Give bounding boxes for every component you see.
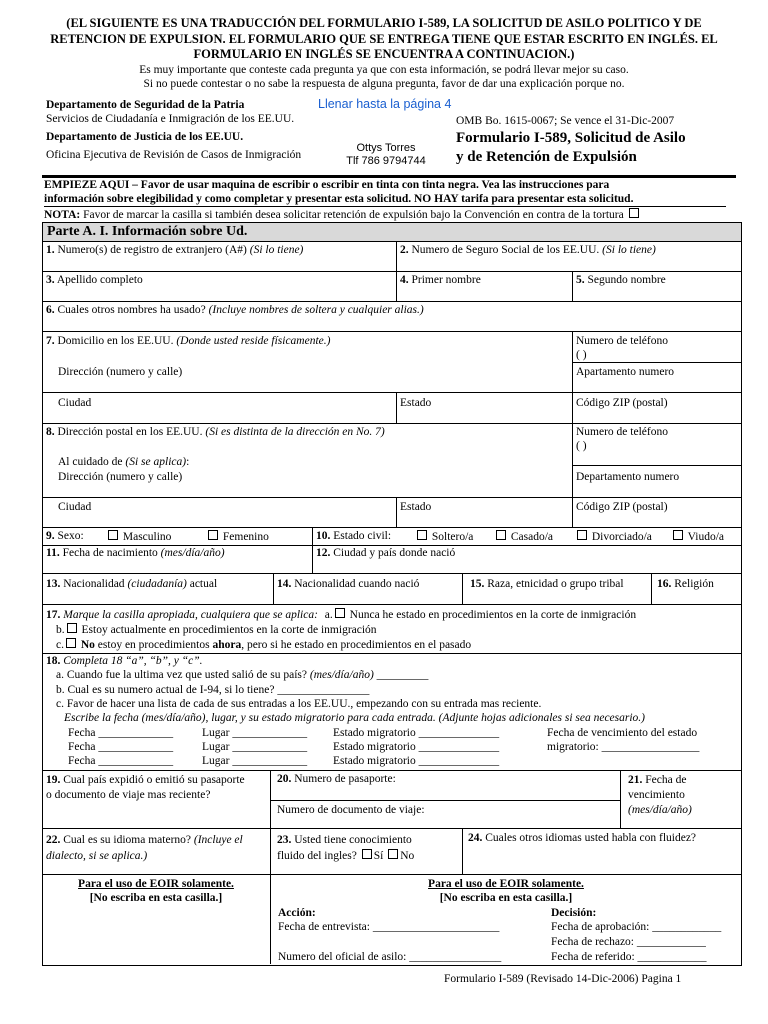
uscis-name: Servicios de Ciudadanía e Inmigración de los EE.UU. [46, 113, 295, 125]
entry-3-status[interactable]: Estado migratorio ______________ [333, 755, 500, 767]
field-18b-i94[interactable]: b. Cual es su numero actual de I-94, si lo tiene? ________________ [56, 684, 370, 696]
field-24-other-languages[interactable]: 24. Cuales otros idiomas usted habla con fluidez? [468, 832, 697, 844]
field-12-birthplace[interactable]: 12. Ciudad y país donde nació [316, 547, 456, 559]
field-7-apartment[interactable]: Apartamento numero [576, 366, 675, 378]
eoir-right-box [270, 878, 742, 905]
field-7-phone[interactable]: Numero de teléfono ( ) [576, 335, 668, 361]
note-line-1: Es muy importante que conteste cada pregunta ya que con esta información, se podrá llevar mejor su caso. [139, 64, 629, 76]
widowed-checkbox[interactable] [673, 530, 683, 540]
field-7-street[interactable]: Dirección (numero y calle) [58, 366, 183, 378]
field-17-proceedings: 17. Marque la casilla apropiada, cualquiera que se aplica: a. Nunca he estado en procedimientos en la corte de inmigración [46, 609, 637, 621]
eoir-right-title: Para el uso de EOIR solamente. [428, 878, 584, 890]
option-17b[interactable]: b. Estoy actualmente en procedimientos en la corte de inmigración [56, 624, 377, 636]
married-option[interactable]: Casado/a [494, 530, 553, 545]
english-yes-option[interactable]: Sí [360, 850, 384, 862]
header-divider [42, 175, 736, 178]
male-checkbox[interactable] [108, 530, 118, 540]
status-expiration-label: Fecha de vencimiento del estado [547, 727, 698, 739]
entry-1-status[interactable]: Estado migratorio ______________ [333, 727, 500, 739]
field-14-birth-nationality[interactable]: 14. Nacionalidad cuando nació [277, 578, 420, 590]
field-7-city[interactable]: Ciudad [58, 397, 92, 409]
note-line-2: Si no puede contestar o no sabe la respuesta de alguna pregunta, favor de dar una explicación porque no. [143, 78, 625, 90]
page-footer: Formulario I-589 (Revisado 14-Dic-2006) Pagina 1 [444, 973, 682, 985]
field-7-state[interactable]: Estado [400, 397, 432, 409]
checkbox-17c[interactable] [66, 638, 76, 648]
referral-date: Fecha de referido: ____________ [551, 951, 707, 963]
married-checkbox[interactable] [496, 530, 506, 540]
field-7-residence: 7. Domicilio en los EE.UU. (Donde usted reside físicamente.) [46, 335, 331, 347]
field-22-native-language[interactable]: 22. Cual es su idioma materno? (Incluye el dialecto, si se aplica.) [46, 834, 243, 862]
importance-note [20, 63, 748, 91]
field-11-birth-date[interactable]: 11. Fecha de nacimiento (mes/día/año) [46, 547, 225, 559]
field-4-first-name[interactable]: 4. Primer nombre [400, 274, 481, 286]
eoir-right-sub: [No escriba en esta casilla.] [439, 891, 573, 904]
english-no-option[interactable]: No [386, 850, 414, 862]
checkbox-17a[interactable] [335, 608, 345, 618]
entry-1-place[interactable]: Lugar _____________ [202, 727, 308, 739]
field-20-travel-doc-number[interactable]: Numero de documento de viaje: [277, 804, 425, 816]
handwritten-contact [338, 142, 434, 168]
entry-3-date[interactable]: Fecha _____________ [68, 755, 174, 767]
omb-number: OMB Bo. 1615-0067; Se vence el 31-Dic-2007 [456, 115, 675, 127]
eoir-left-sub: [No escriba en esta casilla.] [89, 891, 223, 904]
agency-block [46, 98, 346, 162]
asylum-officer-number: Numero del oficial de asilo: ________________ [278, 951, 502, 963]
english-no-checkbox[interactable] [388, 849, 398, 859]
field-16-religion[interactable]: 16. Religión [657, 578, 714, 590]
form-title-line-1: Formulario I-589, Solicitud de Asilo [456, 130, 686, 146]
form-title-line-2: y de Retención de Expulsión [456, 149, 637, 165]
notice-line-2: RETENCION DE EXPULSION. EL FORMULARIO QUE SE ENTREGA TIENE QUE ESTAR ESCRITO EN INGLÉS. EL [50, 31, 718, 46]
entry-2-date[interactable]: Fecha _____________ [68, 741, 174, 753]
section-title: Parte A. I. Información sobre Ud. [43, 223, 741, 241]
field-8-mailing-address: 8. Dirección postal en los EE.UU. (Si es distinta de la dirección en No. 7) [46, 426, 385, 438]
notice-line-3: FORMULARIO EN INGLÉS SE ENCUENTRA A CONTINUACION.) [193, 47, 575, 61]
instructions-line-1: EMPIEZE AQUI – Favor de usar maquina de escribir o escribir en tinta con tinta negra. Vea las instrucciones para [44, 179, 610, 191]
status-expiration-field[interactable]: migratorio: _________________ [547, 741, 700, 753]
field-19-passport-country[interactable]: 19. Cual país expidió o emitió su pasaporte o documento de viaje mas reciente? [46, 774, 245, 801]
torture-convention-note [44, 208, 736, 222]
field-21-expiration-date[interactable]: 21. Fecha de vencimiento (mes/día/año) [628, 774, 692, 816]
translation-notice [20, 16, 748, 63]
field-6-other-names[interactable]: 6. Cuales otros nombres ha usado? (Incluye nombres de soltera y cualquier alias.) [46, 304, 424, 316]
note-label: NOTA: [44, 209, 81, 221]
divorced-option[interactable]: Divorciado/a [575, 530, 652, 545]
field-9-sex: 9. Sexo: [46, 530, 84, 542]
field-13-nationality[interactable]: 13. Nacionalidad (ciudadanía) actual [46, 578, 218, 590]
field-18c-instructions: Escribe la fecha (mes/día/año), lugar, y su estado migratorio para cada entrada. (Adjunte hojas adicionales si sea necesario.) [64, 712, 646, 724]
field-18-entries: 18. Completa 18 “a”, “b”, y “c”. [46, 655, 203, 667]
fill-note-annotation: Llenar hasta la página 4 [318, 97, 452, 111]
divorced-checkbox[interactable] [577, 530, 587, 540]
field-23-english-fluency: 23. Usted tiene conocimiento fluido del ingles? Sí No [277, 834, 415, 862]
entry-2-place[interactable]: Lugar _____________ [202, 741, 308, 753]
single-checkbox[interactable] [417, 530, 427, 540]
checkbox-17b[interactable] [67, 623, 77, 633]
entry-1-date[interactable]: Fecha _____________ [68, 727, 174, 739]
approval-date: Fecha de aprobación: ____________ [551, 921, 722, 933]
action-label: Acción: [278, 907, 316, 919]
eoir-left-box [42, 878, 270, 905]
field-7-zip[interactable]: Código ZIP (postal) [576, 397, 668, 409]
field-8-care-of[interactable]: Al cuidado de (Si se aplica): [58, 456, 190, 468]
widowed-option[interactable]: Viudo/a [671, 530, 724, 545]
entry-2-status[interactable]: Estado migratorio ______________ [333, 741, 500, 753]
field-8-department[interactable]: Departamento numero [576, 471, 680, 483]
instructions-line-2: información sobre elegibilidad y como completar y presentar esta solicitud. NO HAY tarifa para presentar esta solicitud. [44, 193, 726, 208]
notice-line-1: (EL SIGUIENTE ES UNA TRADUCCIÓN DEL FORMULARIO I-589, LA SOLICITUD DE ASILO POLITICO Y DE [66, 16, 702, 30]
eoir-left-title: Para el uso de EOIR solamente. [78, 878, 234, 890]
entry-3-place[interactable]: Lugar _____________ [202, 755, 308, 767]
dept-homeland-security: Departamento de Seguridad de la Patria [46, 99, 245, 111]
field-3-last-name[interactable]: 3. Apellido completo [46, 274, 143, 286]
female-checkbox[interactable] [208, 530, 218, 540]
contact-phone: Tlf 786 9794744 [346, 155, 426, 167]
denial-date: Fecha de rechazo: ____________ [551, 936, 706, 948]
field-18a-last-departure[interactable]: a. Cuando fue la ultima vez que usted salió de su país? (mes/día/año) _________ [56, 669, 429, 681]
field-2-ssn[interactable]: 2. Numero de Seguro Social de los EE.UU. (Si lo tiene) [400, 244, 656, 256]
field-8-city[interactable]: Ciudad [58, 501, 92, 513]
contact-name: Ottys Torres [356, 142, 416, 154]
field-8-street[interactable]: Dirección (numero y calle) [58, 471, 183, 483]
sex-male-option[interactable]: Masculino [106, 530, 171, 545]
torture-convention-checkbox[interactable] [629, 208, 639, 218]
note-text: Favor de marcar la casilla si también desea solicitar retención de expulsión bajo la Convención en contra de la tortura [80, 209, 624, 221]
eoir-name: Oficina Ejecutiva de Revisión de Casos de Inmigración [46, 149, 302, 161]
dept-justice: Departamento de Justicia de los EE.UU. [46, 131, 244, 143]
option-17c[interactable]: c. No estoy en procedimientos ahora, pero si he estado en procedimientos en el pasado [56, 639, 472, 651]
form-title [456, 129, 686, 167]
interview-date: Fecha de entrevista: ______________________ [278, 921, 500, 933]
field-18c-entries-list: c. Favor de hacer una lista de cada de sus entradas a los EE.UU., empezando con su entrada mas reciente. [56, 698, 542, 710]
field-20-passport-number[interactable]: 20. Numero de pasaporte: [277, 773, 396, 785]
field-8-state[interactable]: Estado [400, 501, 432, 513]
instructions [44, 179, 736, 207]
decision-label: Decisión: [551, 907, 597, 919]
single-option[interactable]: Soltero/a [415, 530, 473, 545]
option-17a[interactable]: a. Nunca he estado en procedimientos en la corte de inmigración [324, 609, 637, 621]
field-8-phone[interactable]: Numero de teléfono ( ) [576, 426, 668, 452]
field-1-alien-number[interactable]: 1. Numero(s) de registro de extranjero (A#) (Si lo tiene) [46, 244, 304, 256]
sex-female-option[interactable]: Femenino [206, 530, 269, 545]
field-15-ethnicity[interactable]: 15. Raza, etnicidad o grupo tribal [470, 578, 624, 590]
field-5-middle-name[interactable]: 5. Segundo nombre [576, 274, 666, 286]
field-8-zip[interactable]: Código ZIP (postal) [576, 501, 668, 513]
field-10-marital-status: 10. Estado civil: [316, 530, 392, 542]
english-yes-checkbox[interactable] [362, 849, 372, 859]
